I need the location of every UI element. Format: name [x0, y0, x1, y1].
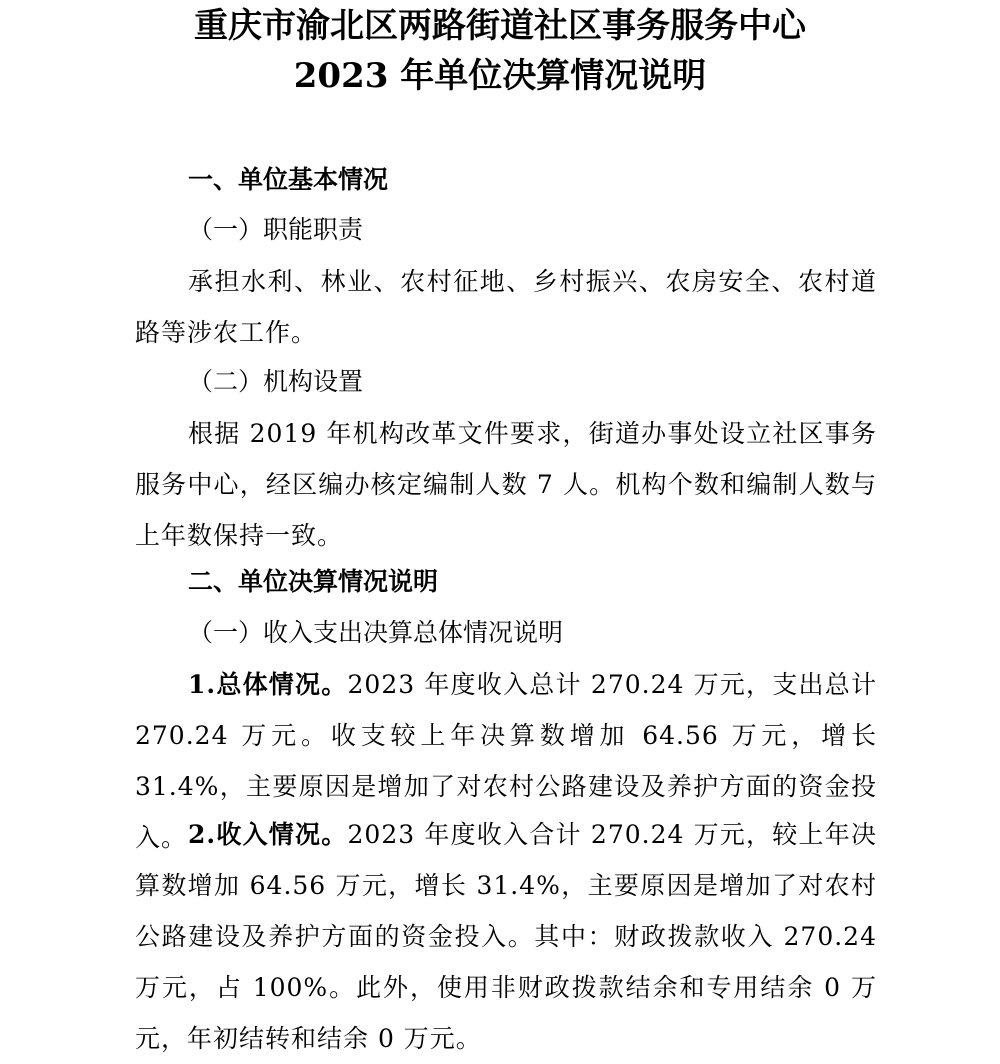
overall-situation-text: 2023 年度收入总计 270.24 万元，支出总计 270.24 万元。收支较上年决算数增加 64.56 万元，增长 31.4%，主要原因是增加了对农村公路建设及养护方面的资金投入。 [135, 670, 877, 852]
document-title-line2: 2023 年单位决算情况说明 [293, 56, 707, 96]
section2-heading: 二、单位决算情况说明 [188, 567, 439, 596]
overall-situation-label: 1.总体情况。 [188, 670, 348, 699]
section1-sub2-heading: （二）机构设置 [188, 367, 364, 396]
section1-heading: 一、单位基本情况 [188, 165, 389, 194]
document-title-line1: 重庆市渝北区两路街道社区事务服务中心 [194, 6, 806, 46]
income-situation-paragraph [135, 809, 877, 1064]
section1-sub2-paragraph: 根据 2019 年机构改革文件要求，街道办事处设立社区事务服务中心，经区编办核定编制人数 7 人。机构个数和编制人数与上年数保持一致。 [135, 419, 877, 550]
section2-sub1-heading: （一）收入支出决算总体情况说明 [188, 618, 564, 647]
income-situation-label: 2.收入情况。 [188, 820, 348, 849]
section1-sub1-paragraph: 承担水利、林业、农村征地、乡村振兴、农房安全、农村道路等涉农工作。 [135, 267, 877, 347]
income-situation-text: 2023 年度收入合计 270.24 万元，较上年决算数增加 64.56 万元，增长 31.4%，主要原因是增加了对农村公路建设及养护方面的资金投入。其中：财政拨款收入 270.24 万元，占 100%。此外，使用非财政拨款结余和专用结余 0 万元，年初结转和结余 0 万元。 [135, 820, 877, 1053]
section1-sub1-heading: （一）职能职责 [188, 215, 364, 244]
